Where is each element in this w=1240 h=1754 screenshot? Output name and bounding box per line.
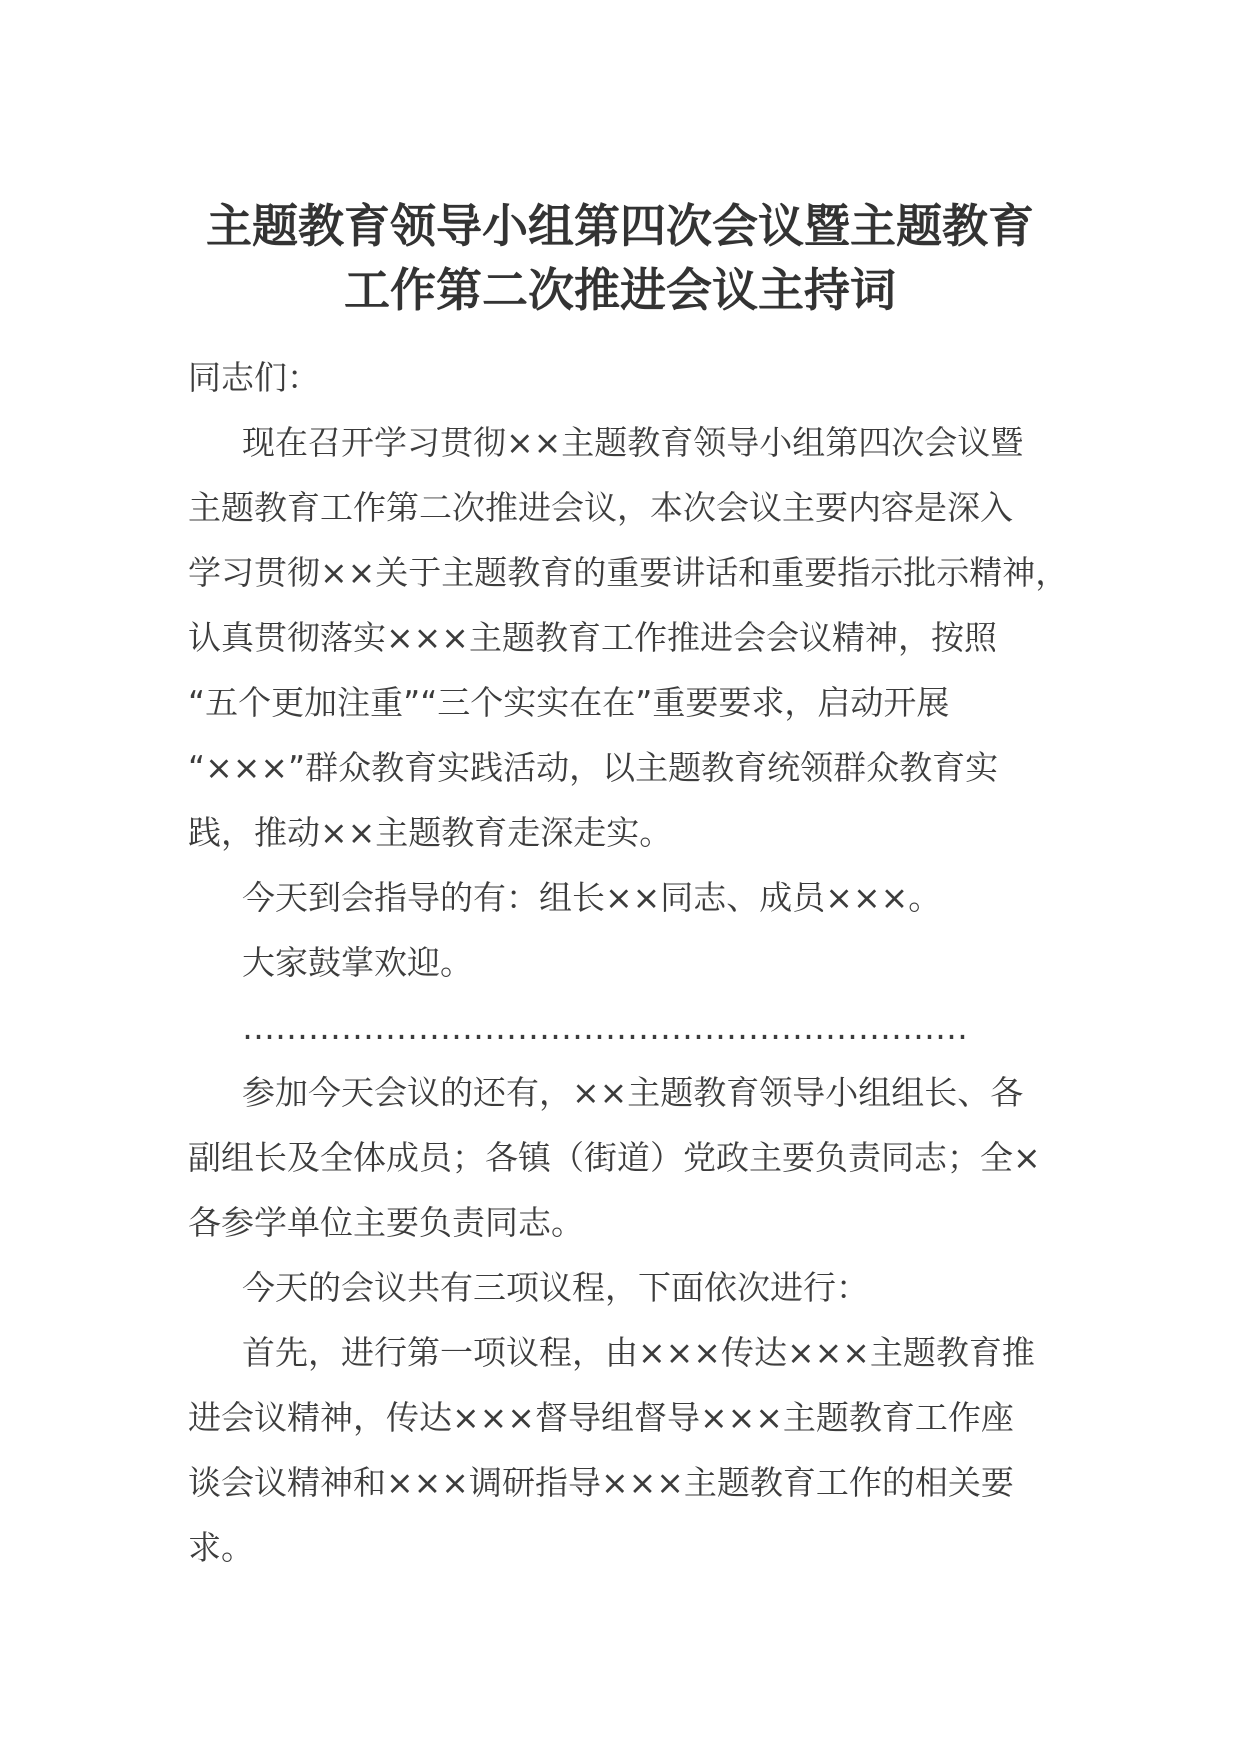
paragraph-line: 今天的会议共有三项议程，下面依次进行：: [242, 1268, 869, 1307]
paragraph-line: “×××”群众教育实践活动，以主题教育统领群众教育实: [188, 748, 999, 787]
salutation: 同志们：: [188, 358, 320, 397]
paragraph-line: 各参学单位主要负责同志。: [188, 1203, 584, 1242]
document-title-line-2: 工作第二次推进会议主持词: [344, 263, 896, 317]
document-title-line-1: 主题教育领导小组第四次会议暨主题教育: [206, 199, 1034, 253]
ellipsis-separator: …………………………………………………………: [242, 1008, 968, 1047]
paragraph-line: 今天到会指导的有：组长××同志、成员×××。: [242, 878, 942, 917]
paragraph-line: 首先，进行第一项议程，由×××传达×××主题教育推: [242, 1333, 1035, 1372]
paragraph-line: 学习贯彻××关于主题教育的重要讲话和重要指示批示精神，: [188, 553, 1069, 592]
paragraph-line: “五个更加注重”“三个实实在在”重要要求，启动开展: [188, 683, 950, 722]
paragraph-line: 副组长及全体成员；各镇（街道）党政主要负责同志；全×: [188, 1138, 1041, 1177]
paragraph-line: 进会议精神，传达×××督导组督导×××主题教育工作座: [188, 1398, 1014, 1437]
paragraph-line: 参加今天会议的还有，××主题教育领导小组组长、各: [242, 1073, 1024, 1112]
paragraph-line: 现在召开学习贯彻××主题教育领导小组第四次会议暨: [242, 423, 1024, 462]
paragraph-line: 谈会议精神和×××调研指导×××主题教育工作的相关要: [188, 1463, 1014, 1502]
paragraph-line: 践，推动××主题教育走深走实。: [188, 813, 673, 852]
paragraph-line: 大家鼓掌欢迎。: [242, 943, 473, 982]
paragraph-line: 求。: [188, 1528, 254, 1567]
paragraph-line: 认真贯彻落实×××主题教育工作推进会会议精神，按照: [188, 618, 997, 657]
paragraph-line: 主题教育工作第二次推进会议，本次会议主要内容是深入: [188, 488, 1013, 527]
